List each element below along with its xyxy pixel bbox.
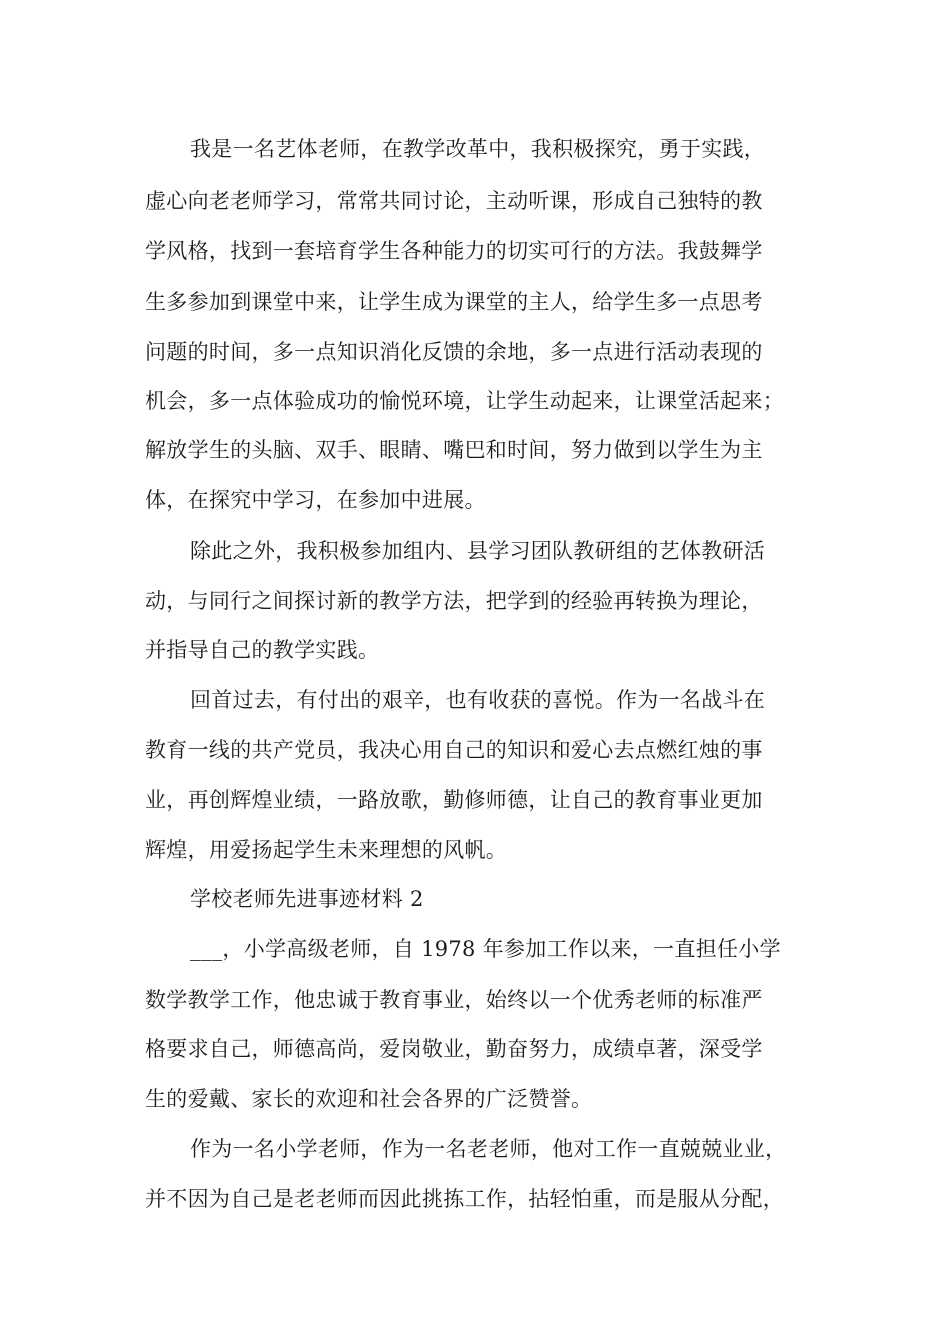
text-line: 回首过去，有付出的艰辛，也有收获的喜悦。作为一名战斗在 xyxy=(190,688,766,712)
text-line: 虚心向老老师学习，常常共同讨论，主动听课，形成自己独特的教 xyxy=(145,189,763,213)
text-line: 生多参加到课堂中来，让学生成为课堂的主人，给学生多一点思考 xyxy=(145,290,763,314)
text-line: 解放学生的头脑、双手、眼睛、嘴巴和时间，努力做到以学生为主 xyxy=(145,438,763,462)
section-heading: 学校老师先进事迹材料 2 xyxy=(190,887,424,911)
text-line: 辉煌，用爱扬起学生未来理想的风帆。 xyxy=(145,838,508,862)
text-line: 除此之外，我积极参加组内、县学习团队教研组的艺体教研活 xyxy=(190,539,766,563)
text-line: 教育一线的共产党员，我决心用自己的知识和爱心去点燃红烛的事 xyxy=(145,738,763,762)
text-line: 数学教学工作，他忠诚于教育事业，始终以一个优秀老师的标准严 xyxy=(145,988,763,1012)
text-line: 机会，多一点体验成功的愉悦环境，让学生动起来，让课堂活起来； xyxy=(145,389,784,413)
text-line: ___，小学高级老师，自 1978 年参加工作以来，一直担任小学 xyxy=(190,937,781,961)
text-line: 并指导自己的教学实践。 xyxy=(145,638,380,662)
text-line: 格要求自己，师德高尚，爱岗敬业，勤奋努力，成绩卓著，深受学 xyxy=(145,1037,763,1061)
text-line: 体，在探究中学习，在参加中进展。 xyxy=(145,488,486,512)
text-line: 我是一名艺体老师，在教学改革中，我积极探究，勇于实践， xyxy=(190,137,766,161)
text-line: 并不因为自己是老老师而因此挑拣工作，拈轻怕重，而是服从分配， xyxy=(145,1187,784,1211)
text-line: 业，再创辉煌业绩，一路放歌，勤修师德，让自己的教育事业更加 xyxy=(145,788,763,812)
text-line: 问题的时间，多一点知识消化反馈的余地，多一点进行活动表现的 xyxy=(145,340,763,364)
text-line: 动，与同行之间探讨新的教学方法，把学到的经验再转换为理论， xyxy=(145,589,763,613)
text-line: 学风格，找到一套培育学生各种能力的切实可行的方法。我鼓舞学 xyxy=(145,239,763,263)
text-line: 作为一名小学老师，作为一名老老师，他对工作一直兢兢业业， xyxy=(190,1137,787,1161)
text-line: 生的爱戴、家长的欢迎和社会各界的广泛赞誉。 xyxy=(145,1087,593,1111)
